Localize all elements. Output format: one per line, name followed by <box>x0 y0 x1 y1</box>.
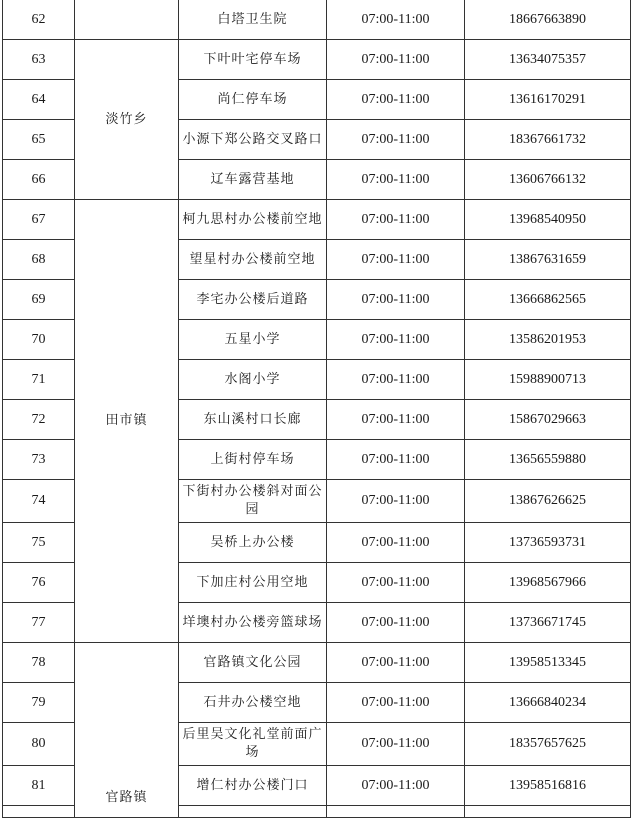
row-number: 66 <box>3 160 75 200</box>
row-number: 64 <box>3 80 75 120</box>
schedule-table <box>2 0 631 818</box>
phone-cell: 13634075357 <box>465 40 631 80</box>
location-cell: 下加庄村公用空地 <box>179 563 327 603</box>
row-number: 78 <box>3 643 75 683</box>
time-cell: 07:00-11:00 <box>327 320 465 360</box>
location-cell: 小源下郑公路交叉路口 <box>179 120 327 160</box>
phone-cell: 13958513345 <box>465 643 631 683</box>
row-number: 74 <box>3 480 75 523</box>
town-cell <box>75 0 179 40</box>
location-cell: 上街村停车场 <box>179 440 327 480</box>
location-cell: 吴桥上办公楼 <box>179 523 327 563</box>
row-number: 76 <box>3 563 75 603</box>
phone-cell: 13616170291 <box>465 80 631 120</box>
time-cell: 07:00-11:00 <box>327 80 465 120</box>
time-cell: 07:00-11:00 <box>327 280 465 320</box>
time-cell: 07:00-11:00 <box>327 360 465 400</box>
row-number: 67 <box>3 200 75 240</box>
table-row <box>3 643 631 683</box>
row-number: 73 <box>3 440 75 480</box>
phone-cell: 13867626625 <box>465 480 631 523</box>
row-number: 71 <box>3 360 75 400</box>
time-cell: 07:00-11:00 <box>327 563 465 603</box>
town-cell: 淡竹乡 <box>75 40 179 200</box>
table-row <box>3 0 631 40</box>
phone-cell: 15988900713 <box>465 360 631 400</box>
time-cell: 07:00-11:00 <box>327 160 465 200</box>
location-cell: 柯九思村办公楼前空地 <box>179 200 327 240</box>
location-cell: 石井办公楼空地 <box>179 683 327 723</box>
time-cell: 07:00-11:00 <box>327 523 465 563</box>
row-number: 75 <box>3 523 75 563</box>
time-cell: 07:00-11:00 <box>327 643 465 683</box>
time-cell: 07:00-11:00 <box>327 723 465 766</box>
row-number: 70 <box>3 320 75 360</box>
row-number: 69 <box>3 280 75 320</box>
row-number: 63 <box>3 40 75 80</box>
phone-cell: 13968567966 <box>465 563 631 603</box>
phone-cell: 13666862565 <box>465 280 631 320</box>
table-row <box>3 200 631 240</box>
row-number: 62 <box>3 0 75 40</box>
location-cell: 李宅办公楼后道路 <box>179 280 327 320</box>
location-cell: 下叶叶宅停车场 <box>179 40 327 80</box>
location-cell: 下街村办公楼斜对面公园 <box>179 480 327 523</box>
time-cell: 07:00-11:00 <box>327 120 465 160</box>
phone-cell: 13586201953 <box>465 320 631 360</box>
time-cell: 07:00-11:00 <box>327 240 465 280</box>
row-number: 79 <box>3 683 75 723</box>
location-cell: 水阁小学 <box>179 360 327 400</box>
town-cell: 官路镇 <box>75 643 179 818</box>
location-cell: 后里吴文化礼堂前面广场 <box>179 723 327 766</box>
location-cell <box>179 806 327 818</box>
time-cell: 07:00-11:00 <box>327 766 465 806</box>
phone-cell: 13736671745 <box>465 603 631 643</box>
time-cell: 07:00-11:00 <box>327 400 465 440</box>
phone-cell: 13606766132 <box>465 160 631 200</box>
phone-cell: 15867029663 <box>465 400 631 440</box>
row-number: 81 <box>3 766 75 806</box>
row-number <box>3 806 75 818</box>
location-cell: 辽车露营基地 <box>179 160 327 200</box>
time-cell: 07:00-11:00 <box>327 440 465 480</box>
phone-cell: 13867631659 <box>465 240 631 280</box>
row-number: 72 <box>3 400 75 440</box>
time-cell: 07:00-11:00 <box>327 683 465 723</box>
phone-cell: 18667663890 <box>465 0 631 40</box>
phone-cell: 18357657625 <box>465 723 631 766</box>
row-number: 68 <box>3 240 75 280</box>
time-cell: 07:00-11:00 <box>327 603 465 643</box>
time-cell: 07:00-11:00 <box>327 40 465 80</box>
row-number: 77 <box>3 603 75 643</box>
phone-cell: 18367661732 <box>465 120 631 160</box>
time-cell: 07:00-11:00 <box>327 200 465 240</box>
table-row <box>3 40 631 80</box>
time-cell <box>327 806 465 818</box>
location-cell: 五星小学 <box>179 320 327 360</box>
phone-cell: 13958516816 <box>465 766 631 806</box>
phone-cell: 13736593731 <box>465 523 631 563</box>
row-number: 80 <box>3 723 75 766</box>
location-cell: 尚仁停车场 <box>179 80 327 120</box>
location-cell: 增仁村办公楼门口 <box>179 766 327 806</box>
location-cell: 望星村办公楼前空地 <box>179 240 327 280</box>
row-number: 65 <box>3 120 75 160</box>
time-cell: 07:00-11:00 <box>327 0 465 40</box>
phone-cell <box>465 806 631 818</box>
location-cell: 垟墺村办公楼旁篮球场 <box>179 603 327 643</box>
location-cell: 东山溪村口长廊 <box>179 400 327 440</box>
phone-cell: 13968540950 <box>465 200 631 240</box>
town-cell: 田市镇 <box>75 200 179 643</box>
time-cell: 07:00-11:00 <box>327 480 465 523</box>
location-cell: 白塔卫生院 <box>179 0 327 40</box>
phone-cell: 13656559880 <box>465 440 631 480</box>
phone-cell: 13666840234 <box>465 683 631 723</box>
location-cell: 官路镇文化公园 <box>179 643 327 683</box>
